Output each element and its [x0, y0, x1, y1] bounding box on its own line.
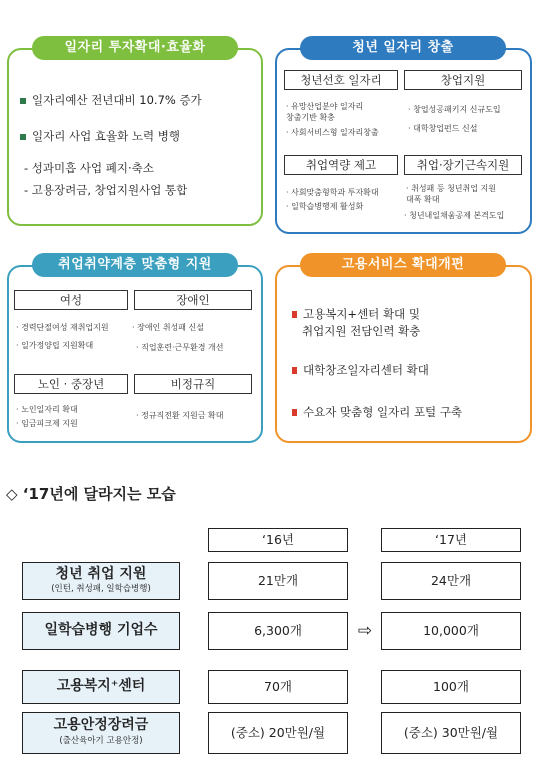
col-header-2017: ‘17년	[381, 528, 521, 552]
row-label-welfare-center: 고용복지⁺센터	[22, 670, 180, 704]
youth-box-longterm-line: · 취성패 등 청년취업 지원	[406, 184, 496, 193]
youth-box-preferred-line: 창출기반 확충	[286, 113, 335, 122]
youth-box-capability-line: · 사회맞춤형학과 투자확대	[286, 188, 379, 197]
youth-box-capability-line: · 일학습병행제 활성화	[286, 202, 364, 211]
arrow-icon: ⇨	[357, 621, 373, 641]
square-bullet-icon	[292, 311, 297, 318]
youth-box-startup: 창업지원	[404, 70, 522, 90]
row-label-main: 고용안정장려금	[53, 717, 149, 733]
service-item-2: 대학창조일자리센터 확대	[302, 362, 429, 378]
vulnerable-women-line: · 경력단절여성 재취업지원	[16, 323, 109, 332]
youth-box-longterm-line: 대폭 확대	[406, 195, 440, 204]
square-bullet-icon	[20, 98, 26, 104]
investment-subitem-2: - 고용장려금, 창업지원사업 통합	[24, 183, 188, 197]
youth-box-startup-line: · 창업성공패키지 신규도입	[408, 105, 501, 114]
panel-youth-jobs-title: 청년 일자리 창출	[300, 36, 506, 60]
vulnerable-box-seniors: 노인 · 중장년	[14, 374, 128, 394]
youth-box-preferred: 청년선호 일자리	[284, 70, 398, 90]
investment-subitem-1: - 성과미흡 사업 폐지·축소	[24, 161, 154, 175]
youth-box-startup-line: · 대학창업펀드 신설	[408, 124, 478, 133]
youth-box-longterm-line: · 청년내일채움공제 본격도입	[404, 211, 505, 220]
panel-employment-service-title: 고용서비스 확대개편	[300, 253, 506, 277]
value-2016: 70개	[208, 670, 348, 704]
row-label-main: 청년 취업 지원	[55, 566, 147, 582]
vulnerable-disabled-line: · 직업훈련·근무환경 개선	[136, 343, 224, 352]
row-label-sub: (출산육아기 고용안정)	[59, 736, 143, 746]
value-2017: (중소) 30만원/월	[381, 712, 521, 754]
youth-box-capability: 취업역량 제고	[284, 155, 398, 175]
value-2017: 10,000개	[381, 612, 521, 650]
investment-item-2: 일자리 사업 효율화 노력 병행	[20, 128, 180, 144]
square-bullet-icon	[20, 134, 26, 140]
investment-item-1: 일자리예산 전년대비 10.7% 증가	[20, 92, 202, 108]
youth-box-preferred-line: · 유망산업분야 일자리	[286, 102, 364, 111]
section-heading: ◇ ‘17년에 달라지는 모습	[6, 485, 176, 503]
vulnerable-seniors-line: · 노인일자리 확대	[16, 405, 78, 414]
vulnerable-disabled-line: · 장애인 취성패 신설	[132, 323, 204, 332]
service-item-3: 수요자 맞춤형 일자리 포털 구축	[302, 404, 462, 420]
youth-box-preferred-line: · 사회서비스형 일자리창출	[286, 128, 379, 137]
row-label-stability-subsidy	[22, 712, 180, 754]
vulnerable-box-women: 여성	[14, 290, 128, 310]
vulnerable-women-line: · 일가정양립 지원확대	[16, 341, 94, 350]
value-2017: 24만개	[381, 562, 521, 600]
panel-investment-title: 일자리 투자확대·효율화	[32, 36, 238, 60]
vulnerable-box-disabled: 장애인	[134, 290, 252, 310]
square-bullet-icon	[292, 409, 297, 416]
value-2016: 21만개	[208, 562, 348, 600]
panel-vulnerable-title: 취업취약계층 맞춤형 지원	[32, 253, 238, 277]
row-label-sub: (인턴, 취성패, 일학습병행)	[51, 584, 151, 594]
vulnerable-seniors-line: · 임금피크제 지원	[16, 419, 78, 428]
vulnerable-nonregular-line: · 정규직전환 지원금 확대	[136, 411, 224, 420]
service-item-1: 고용복지+센터 확대 및 취업지원 전담인력 확충	[302, 306, 420, 340]
value-2016: (중소) 20만원/월	[208, 712, 348, 754]
vulnerable-box-nonregular: 비정규직	[134, 374, 252, 394]
row-label-youth-support	[22, 562, 180, 600]
value-2016: 6,300개	[208, 612, 348, 650]
col-header-2016: ‘16년	[208, 528, 348, 552]
row-label-apprenticeship: 일학습병행 기업수	[22, 612, 180, 650]
value-2017: 100개	[381, 670, 521, 704]
square-bullet-icon	[292, 367, 297, 374]
youth-box-longterm: 취업·장기근속지원	[404, 155, 522, 175]
